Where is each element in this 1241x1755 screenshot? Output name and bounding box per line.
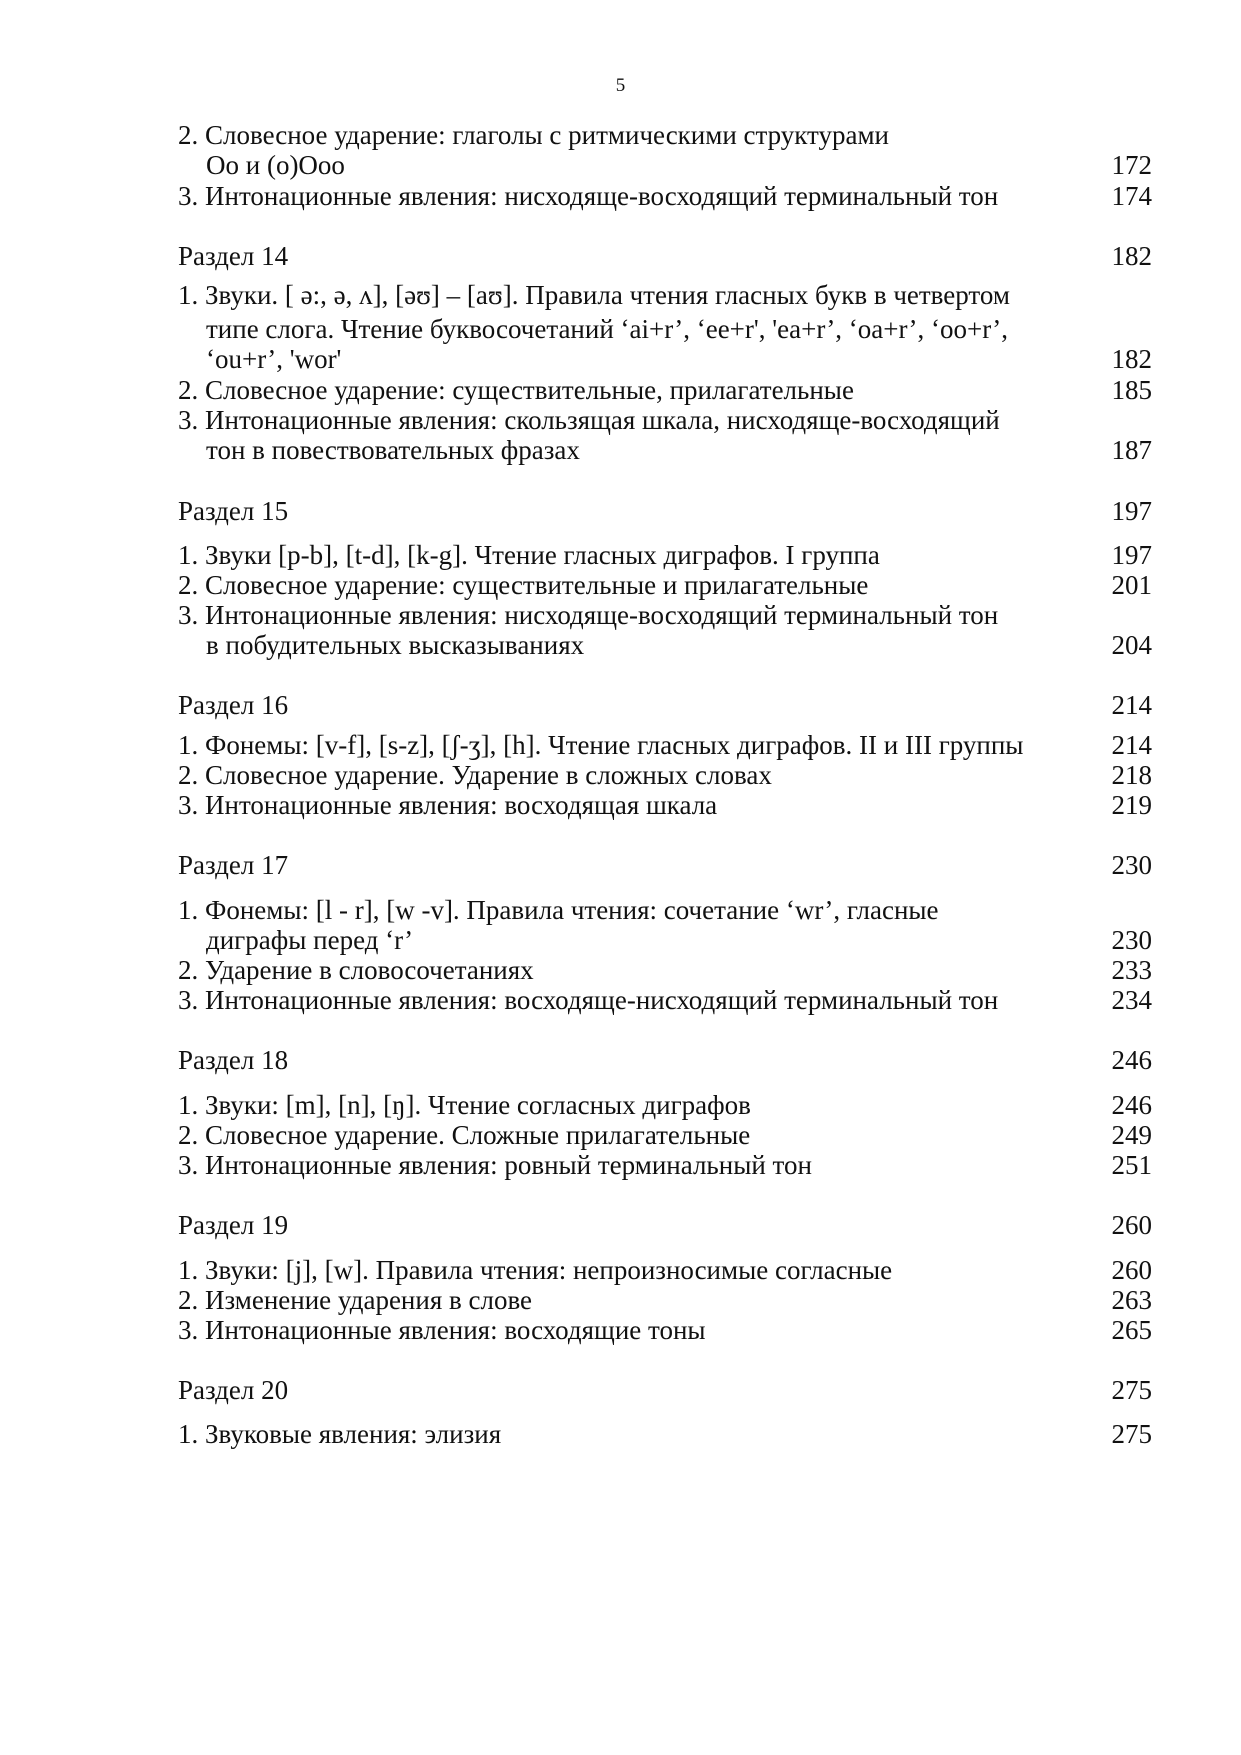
toc-page-number: 246 xyxy=(1111,1045,1152,1075)
toc-page-number: 172 xyxy=(1111,150,1152,180)
toc-page-number: 182 xyxy=(1111,241,1152,271)
section-title: Раздел 14 xyxy=(178,241,289,271)
section-title: Раздел 15 xyxy=(178,496,289,526)
toc-page-number: 182 xyxy=(1111,344,1152,374)
toc-page-number: 234 xyxy=(1111,985,1152,1015)
toc-page-number: 249 xyxy=(1111,1120,1152,1150)
toc-page-number: 260 xyxy=(1111,1210,1152,1240)
toc-entry-text: типе слога. Чтение буквосочетаний ‘ai+r’, ‘ee+r', 'ea+r’, ‘oa+r’, ‘oo+r’, xyxy=(206,314,1008,344)
toc-entry-text: 1. Звуки [p-b], [t-d], [k-g]. Чтение гласных диграфов. I группа xyxy=(178,540,880,570)
toc-page-number: 265 xyxy=(1111,1315,1152,1345)
toc-page-number: 230 xyxy=(1111,925,1152,955)
toc-entry-text: 1. Фонемы: [l - r], [w -v]. Правила чтения: сочетание ‘wr’, гласные xyxy=(178,895,939,925)
toc-page-number: 260 xyxy=(1111,1255,1152,1285)
toc-page-number: 263 xyxy=(1111,1285,1152,1315)
toc-page-number: 201 xyxy=(1111,570,1152,600)
toc-entry-text: 3. Интонационные явления: скользящая шкала, нисходяще-восходящий xyxy=(178,405,1000,435)
section-title: Раздел 18 xyxy=(178,1045,289,1075)
toc-page-number: 218 xyxy=(1111,760,1152,790)
toc-entry-text: 3. Интонационные явления: восходящие тоны xyxy=(178,1315,706,1345)
toc-entry-text: 2. Словесное ударение: существительные, прилагательные xyxy=(178,375,854,405)
toc-entry-text: 1. Фонемы: [v-f], [s-z], [ʃ-ʒ], [h]. Чтение гласных диграфов. II и III группы xyxy=(178,730,1024,760)
toc-entry-text: 3. Интонационные явления: восходящая шкала xyxy=(178,790,718,820)
toc-entry-text: 2. Словесное ударение. Ударение в сложных словах xyxy=(178,760,772,790)
toc-page-number: 230 xyxy=(1111,850,1152,880)
toc-entry-text: 3. Интонационные явления: нисходяще-восходящий терминальный тон xyxy=(178,600,999,630)
section-title: Раздел 19 xyxy=(178,1210,289,1240)
toc-page-number: 197 xyxy=(1111,496,1152,526)
toc-entry-text: Оо и (о)Ооо xyxy=(206,150,345,180)
section-title: Раздел 16 xyxy=(178,690,289,720)
toc-entry-text: 1. Звуки: [j], [w]. Правила чтения: непроизносимые согласные xyxy=(178,1255,893,1285)
toc-entry-text: 3. Интонационные явления: ровный терминальный тон xyxy=(178,1150,812,1180)
toc-page-number: 214 xyxy=(1111,690,1152,720)
toc-page-number: 275 xyxy=(1111,1419,1152,1449)
toc-entry-text: 3. Интонационные явления: нисходяще-восходящий терминальный тон xyxy=(178,181,999,211)
toc-page-number: 251 xyxy=(1111,1150,1152,1180)
toc-entry-text: 1. Звуки: [m], [n], [ŋ]. Чтение согласных диграфов xyxy=(178,1090,751,1120)
toc-entry-text: 1. Звуки. [ ə:, ə, ʌ], [əʊ] – [aʊ]. Правила чтения гласных букв в четвертом xyxy=(178,280,1010,310)
section-title: Раздел 20 xyxy=(178,1375,289,1405)
toc-page-number: 219 xyxy=(1111,790,1152,820)
toc-page-number: 185 xyxy=(1111,375,1152,405)
toc-entry-text: диграфы перед ‘r’ xyxy=(206,925,414,955)
toc-entry-text: ‘ou+r’, 'wor' xyxy=(206,344,342,374)
toc-entry-text: 2. Ударение в словосочетаниях xyxy=(178,955,534,985)
toc-entry-text: 2. Словесное ударение: существительные и прилагательные xyxy=(178,570,869,600)
toc-entry-text: 2. Словесное ударение. Сложные прилагательные xyxy=(178,1120,751,1150)
toc-entry-text: 2. Словесное ударение: глаголы с ритмическими структурами xyxy=(178,120,890,150)
toc-page-number: 187 xyxy=(1111,435,1152,465)
toc-page-number: 275 xyxy=(1111,1375,1152,1405)
toc-page-number: 174 xyxy=(1111,181,1152,211)
toc-page-number: 233 xyxy=(1111,955,1152,985)
toc-entry-text: 3. Интонационные явления: восходяще-нисходящий терминальный тон xyxy=(178,985,999,1015)
toc-page-number: 214 xyxy=(1111,730,1152,760)
page-number: 5 xyxy=(615,75,626,96)
toc-page-number: 246 xyxy=(1111,1090,1152,1120)
section-title: Раздел 17 xyxy=(178,850,289,880)
toc-entry-text: тон в повествовательных фразах xyxy=(206,435,580,465)
toc-page-number: 197 xyxy=(1111,540,1152,570)
toc-entry-text: 1. Звуковые явления: элизия xyxy=(178,1419,502,1449)
toc-entry-text: в побудительных высказываниях xyxy=(206,630,585,660)
toc-page-number: 204 xyxy=(1111,630,1152,660)
toc-entry-text: 2. Изменение ударения в слове xyxy=(178,1285,533,1315)
